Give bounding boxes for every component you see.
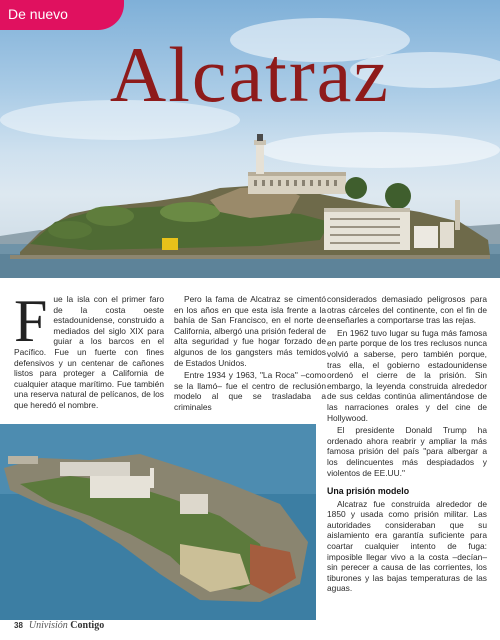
paragraph: Entre 1934 y 1963, "La Roca" –como se la llamó– fue el centro de reclusión modelo al que se trasladaba a criminales — [174, 370, 326, 412]
paragraph: En 1962 tuvo lugar su fuga más famosa en parte porque de los tres reclusos nunca volvió a saberse, pero también porque, tras ella, el gobierno estadounidense ordenó el cierre de la prisión. Sin embargo, la leyenda construida alrededor de sus celdas continúa alimentándose de las narraciones orales y del cine de Hollywood. — [327, 327, 487, 423]
text-column-2 — [174, 294, 326, 415]
hero-photo-alcatraz-island — [0, 0, 500, 278]
publication-logo — [29, 620, 104, 631]
subheading: Una prisión modelo — [327, 486, 410, 497]
publication-name: Contigo — [70, 619, 105, 631]
paragraph: Pero la fama de Alcatraz se cimentó en los años en que esta isla frente a la bahía de San Francisco, en el norte de California, albergó una prisión federal de alta seguridad y fue hogar forzado de algunos de los gangsters más temidos de Estados Unidos. — [174, 294, 326, 368]
paragraph: Alcatraz fue construida alrededor de 1850 y usada como prisión militar. Las autoridades consideraban que su aislamiento era garantía suficiente para coartar cualquier intento de fuga: imposible llegar vivo a la costa –decían– sin perecer a causa de las corrientes, los tiburones y las bajas temperaturas de las aguas. — [327, 498, 487, 594]
article-title: Alcatraz — [109, 31, 391, 118]
publication-script: Univisión — [28, 619, 68, 631]
section-label: De nuevo — [8, 6, 68, 22]
aerial-photo-alcatraz — [0, 424, 316, 620]
paragraph: ue la isla con el primer faro de la costa oeste estadounidense, construido a mediados del siglo XIX para guiar a los barcos en el Pacífico. Fue un fuerte con fines defensivos y un centenar de cañones listos para proteger a California de cualquier ataque marítimo. Fue también una reserva natural de pelícanos, de los que heredó el nombre. — [14, 294, 164, 410]
section-tab — [0, 0, 124, 30]
drop-cap: F — [14, 288, 48, 354]
paragraph: El presidente Donald Trump ha ordenado ahora reabrir y ampliar la más famosa prisión del país "para albergar a los delincuentes más despiadados y violentos de EE.UU." — [327, 425, 487, 478]
aerial-illustration — [0, 424, 316, 620]
page-number: 38 — [14, 620, 23, 630]
text-column-1 — [14, 288, 164, 413]
paragraph: considerados demasiado peligrosos para otras cárceles del continente, con el fin de enseñarles a comportarse tras las rejas. — [327, 294, 487, 326]
text-column-3 — [327, 294, 487, 596]
page-footer — [14, 618, 104, 632]
